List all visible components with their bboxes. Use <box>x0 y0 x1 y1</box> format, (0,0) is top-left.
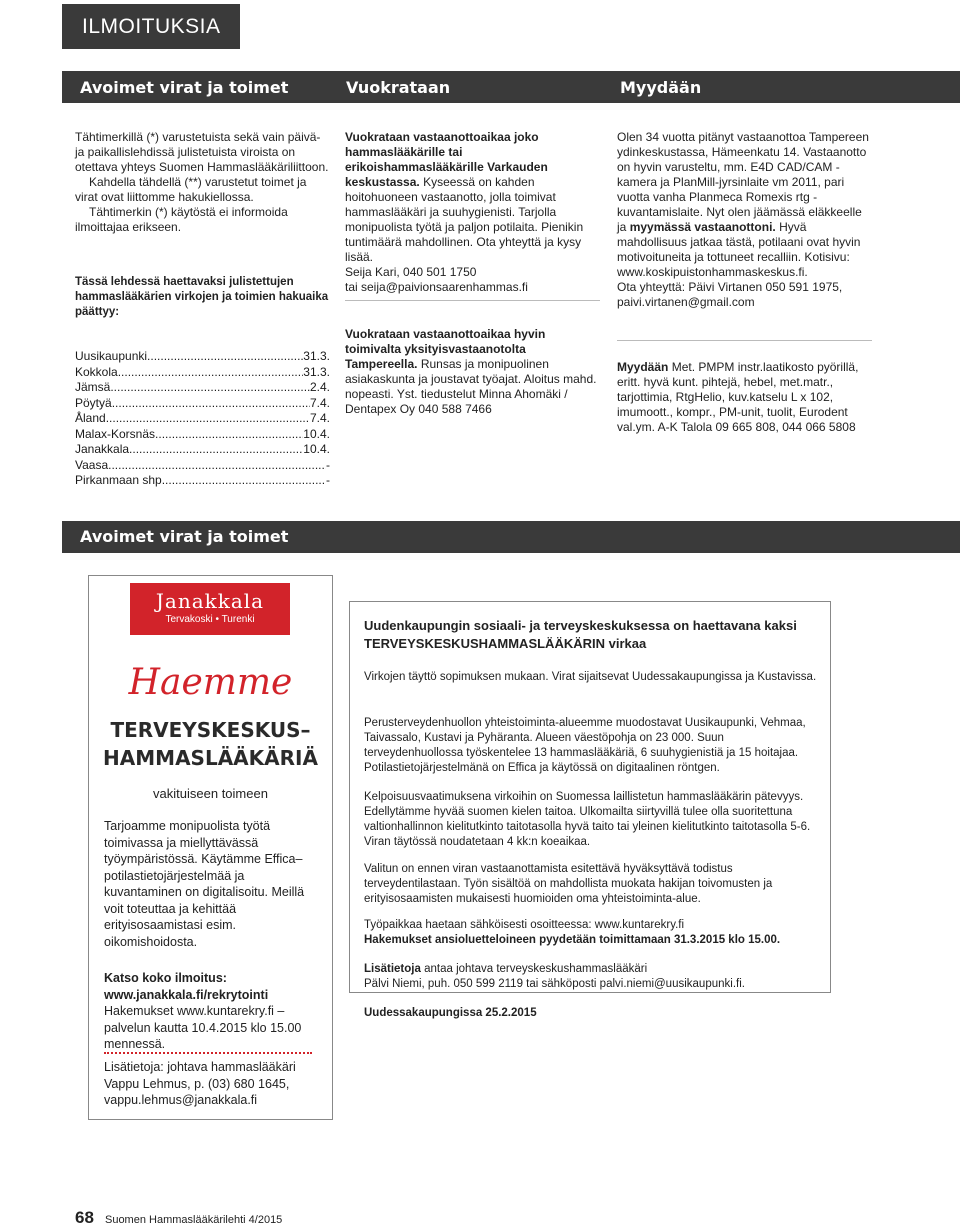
deadline-heading: Tässä lehdessä haettavaksi julistettujen hammaslääkärien virkojen ja toimien hakuaika päättyy: <box>75 276 329 318</box>
intro-paragraph-1: Tähtimerkillä (*) varustetuista sekä vain päivä- ja paikallislehdissä julistetuista viroista on otettava yhteys Suomen Hammaslääkäriliittoon. <box>75 130 329 174</box>
janakkala-url-link[interactable]: www.janakkala.fi/rekrytointi <box>104 987 269 1002</box>
section-title-box <box>62 4 240 49</box>
sale-ad-practice <box>617 130 872 310</box>
janakkala-logo-sub: Tervakoski • Turenki <box>165 614 255 625</box>
deadline-row: Uusikaupunki ..... 31.3. <box>75 349 330 365</box>
uusikaupunki-p5-block <box>364 918 824 948</box>
column-header-myydaan: Myydään <box>620 78 702 97</box>
deadline-row: Malax-Korsnäs ..... 10.4. <box>75 427 330 443</box>
janakkala-katso: Katso koko ilmoitus: <box>104 971 227 985</box>
sale-ad-practice-bold: myymässä vastaanottoni. <box>629 220 776 234</box>
sale-ad-equipment-text: Met. PMPM instr.laatikosto pyörillä, eritt. hyvä kunt. pihtejä, hebel, met.matr., tarjottimia, RtgHelio, kuv.katselu L x 102, imumoott., kompr., PM-unit, tuolit, Eurodent val.ym. A-K Talola 09 665 808, 044 066 5808 <box>617 360 859 434</box>
rental-ad-varkaus-contact: Seija Kari, 040 501 1750 <box>345 265 477 279</box>
uusikaupunki-p6-bold: Lisätietoja <box>364 963 421 975</box>
uusikaupunki-title: Uudenkaupungin sosiaali- ja terveyskeskuksessa on haettavana kaksi TERVEYSKESKUSHAMMASLÄÄKÄRIN virkaa <box>364 618 797 651</box>
rental-ad-varkaus-heading: Vuokrataan vastaanottoaikaa joko hammaslääkärille tai erikoishammaslääkärille Varkauden keskustassa. <box>345 130 548 189</box>
janakkala-haemme: Haemme <box>128 662 293 703</box>
deadline-row: Pöytyä ..... 7.4. <box>75 396 330 412</box>
rental-ad-tampere-text: Runsas ja monipuolinen asiakaskunta ja joustavat työajat. Aloitus mahd. nopeasti. Yst. tiedustelut Minna Ahomäki / Dentapex Oy 040 588 7466 <box>345 357 597 416</box>
sale-ad-equipment <box>617 360 872 435</box>
uusikaupunki-p5: Työpaikkaa haetaan sähköisesti osoitteessa: www.kuntarekry.fi <box>364 919 685 931</box>
janakkala-headline-line1: TERVEYSKESKUS– <box>110 718 311 742</box>
rental-ad-varkaus-email: tai seija@paivionsaarenhammas.fi <box>345 280 528 294</box>
publication-name: Suomen Hammaslääkärilehti 4/2015 <box>104 1214 283 1226</box>
deadline-row: Jämsä ..... 2.4. <box>75 380 330 396</box>
sale-ad-practice-contact: Ota yhteyttä: Päivi Virtanen 050 591 1975, paivi.virtanen@gmail.com <box>617 280 843 309</box>
intro-paragraph-3: Tähtimerkin (*) käytöstä ei informoida ilmoittajaa erikseen. <box>75 205 288 234</box>
uusikaupunki-p3: Kelpoisuusvaatimuksena virkoihin on Suomessa laillistetun hammaslääkärin pätevyys. Edellytämme hyvää suomen kielen taitoa. Ulkomailta siirtyvillä tulee olla suoritettuna valtionhallinnon kielitutkinto taitotasolla hyvä taito tai yleinen kielitutkinto taitotasolla 5-6. Viran täytössä noudatetaan 4 kk:n koeaikaa. <box>364 791 811 848</box>
deadline-row: Kokkola ..... 31.3. <box>75 365 330 381</box>
uusikaupunki-signature: Uudessakaupungissa 25.2.2015 <box>364 1007 537 1019</box>
page-footer <box>75 1208 282 1228</box>
column-header-avoimet: Avoimet virat ja toimet <box>80 78 289 97</box>
janakkala-subtitle: vakituiseen toimeen <box>153 786 268 801</box>
janakkala-apply: Hakemukset www.kuntarekry.fi – palvelun kautta 10.4.2015 klo 15.00 mennessä. <box>104 1004 302 1051</box>
page-number: 68 <box>75 1208 94 1227</box>
janakkala-logo <box>130 583 290 635</box>
deadline-row: Vaasa ..... - <box>75 458 330 474</box>
divider <box>345 300 600 301</box>
janakkala-katso-block <box>104 970 324 1053</box>
uusikaupunki-p6-block <box>364 962 824 992</box>
uusikaupunki-p6: antaa johtava terveyskeskushammaslääkäri <box>424 963 648 975</box>
column-header-band <box>62 71 960 103</box>
janakkala-contact: Lisätietoja: johtava hammaslääkäri Vappu Lehmus, p. (03) 680 1645, vappu.lehmus@janakkala.fi <box>104 1060 296 1107</box>
section2-header-band <box>62 521 960 553</box>
section2-title: Avoimet virat ja toimet <box>80 527 289 546</box>
rental-ad-varkaus-text: Kyseessä on kahden hoitohuoneen vastaanotto, jolla toimivat hammaslääkäri ja suuhygienisti. Tarjolla monipuolista työtä ja paljon potilaita. Pienikin tuntimäärä mahdollinen. Ota yhteyttä ja kysy lisää. <box>345 175 584 264</box>
deadline-list <box>75 349 330 489</box>
uusikaupunki-p4: Valitun on ennen viran vastaanottamista esitettävä hyväksyttävä todistus terveydentilastaan. Työn sisältöä on mahdollista muokata hakijan toivomusten ja erityisosaamisten mukaisesti huomioiden oma yhteistoiminta-alue. <box>364 863 773 905</box>
deadline-row: Janakkala ..... 10.4. <box>75 442 330 458</box>
sale-ad-practice-text1: Olen 34 vuotta pitänyt vastaanottoa Tampereen ydinkeskustassa, Hämeenkatu 14. Vastaanotto on hyvin varusteltu, mm. E4D CAD/CAM - kamera ja PlanMill-jyrsinlaite vm 2011, pari vuotta vanha Planmeca Romexis rtg -kuvantamislaite. Nyt olen jäämässä eläkkeelle ja <box>617 130 869 234</box>
sale-ad-equipment-heading: Myydään <box>617 360 669 374</box>
uusikaupunki-p1: Virkojen täyttö sopimuksen mukaan. Virat sijaitsevat Uudessakaupungissa ja Kustavissa. <box>364 671 817 683</box>
section-title: ILMOITUKSIA <box>82 15 221 38</box>
rental-ad-varkaus <box>345 130 600 295</box>
uusikaupunki-p5-bold: Hakemukset ansioluetteloineen pyydetään toimittamaan 31.3.2015 klo 15.00. <box>364 934 781 946</box>
deadline-row: Åland ..... 7.4. <box>75 411 330 427</box>
intro-paragraph-2: Kahdella tähdellä (**) varustetut toimet ja virat ovat liittomme hakukiellossa. <box>75 175 307 204</box>
janakkala-body: Tarjoamme monipuolista työtä toimivassa ja miellyttävässä työympäristössä. Käytämme Effica–potilastietojärjestelmää ja kuvantaminen on digitalisoitu. Meillä voit toteuttaa ja kehittää erityisosaamistasi esim. oikomishoidosta. <box>104 819 305 949</box>
uusikaupunki-p6b: Pälvi Niemi, puh. 050 599 2119 tai sähköposti palvi.niemi@uusikaupunki.fi. <box>364 978 745 990</box>
janakkala-logo-name: Janakkala <box>155 589 265 613</box>
rental-ad-tampere <box>345 327 600 417</box>
janakkala-headline-line2: HAMMASLÄÄKÄRIÄ <box>103 746 318 770</box>
dotted-divider <box>104 1052 312 1054</box>
left-column-intro <box>75 130 330 235</box>
deadline-row: Pirkanmaan shp. ..... - <box>75 473 330 489</box>
sale-ad-practice-text2: Hyvä mahdollisuus jatkaa tästä, potilaani ovat hyvin motivoituneita ja tottuneet recalliin. Kotisivu: www.koskipuistonhammaskeskus.fi. <box>617 220 861 279</box>
column-header-vuokrataan: Vuokrataan <box>346 78 451 97</box>
rental-ad-tampere-heading: Vuokrataan vastaanottoaikaa hyvin toimivalta yksityisvastaanotolta Tampereella. <box>345 327 546 371</box>
janakkala-headline <box>88 716 333 772</box>
divider <box>617 340 872 341</box>
uusikaupunki-p2: Perusterveydenhuollon yhteistoiminta-alueemme muodostavat Uusikaupunki, Vehmaa, Taivassalo, Kustavi ja Pyhäranta. Alueen väestöpohja on 23 000. Suun terveydenhuollossa työskentelee 13 hammaslääkäriä, 6 suuhygienistiä ja 15 hoitajaa. Potilastietojärjestelmänä on Effica ja käytössä on digitaalinen röntgen. <box>364 717 806 774</box>
